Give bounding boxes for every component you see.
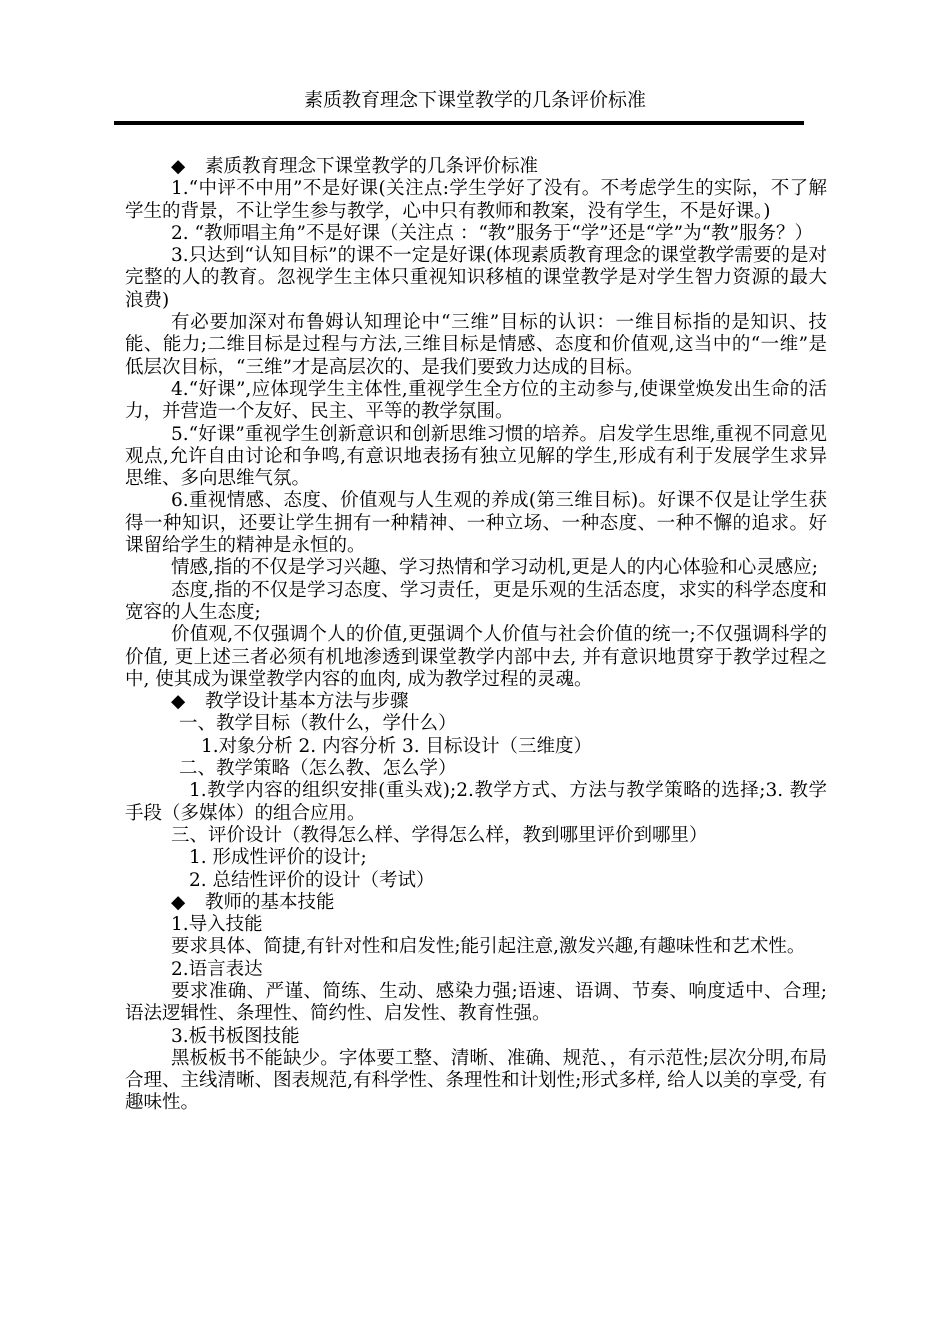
paragraph: 6.重视情感、态度、价值观与人生观的养成(第三维目标)。好课不仅是让学生获得一种知识，还要让学生拥有一种精神、一种立场、一种态度、一种不懈的追求。好课留给学生的精神是永恒的。: [125, 490, 827, 557]
paragraph: 态度,指的不仅是学习态度、学习责任，更是乐观的生活态度，求实的科学态度和宽容的人生态度;: [125, 579, 827, 623]
section-heading: [125, 691, 827, 713]
diamond-bullet-icon: ◆: [171, 891, 186, 913]
section-heading: [125, 892, 827, 914]
subheading: 1.导入技能: [171, 914, 263, 936]
subheading: 一、教学目标（教什么，学什么）: [179, 713, 457, 735]
list-line: 1. 形成性评价的设计;: [189, 847, 367, 869]
header-rule: [114, 121, 804, 125]
section-heading: [125, 156, 827, 178]
subheading: 二、教学策略（怎么教、怎么学）: [179, 758, 457, 780]
paragraph: 要求具体、简捷,有针对性和启发性;能引起注意,激发兴趣,有趣味性和艺术性。: [171, 936, 806, 958]
subheading: 三、评价设计（教得怎么样、学得怎么样，教到哪里评价到哪里）: [171, 824, 708, 846]
list-line: 2. 总结性评价的设计（考试）: [189, 869, 435, 891]
paragraph: 有必要加深对布鲁姆认知理论中“三维”目标的认识：一维目标指的是知识、技能、能力;二维目标是过程与方法,三维目标是情感、态度和价值观,这当中的“一维”是低层次目标，“三维”才是高层次的、是我们要致力达成的目标。: [125, 312, 827, 378]
paragraph: 3.只达到“认知目标”的课不一定是好课(体现素质教育理念的课堂教学需要的是对完整的人的教育。忽视学生主体只重视知识移植的课堂教学是对学生智力资源的最大浪费): [125, 245, 827, 311]
section-title: 教学设计基本方法与步骤: [205, 691, 409, 713]
paragraph: 黑板板书不能缺少。字体要工整、清晰、准确、规范、，有示范性;层次分明,布局合理、主线清晰、图表规范,有科学性、条理性和计划性;形式多样, 给人以美的享受, 有趣味性。: [125, 1047, 827, 1114]
paragraph: 1.“中评不中用”不是好课(关注点:学生学好了没有。不考虑学生的实际，不了解学生的背景，不让学生参与教学，心中只有教师和教案，没有学生，不是好课。): [125, 178, 827, 222]
section-title: 素质教育理念下课堂教学的几条评价标准: [205, 156, 539, 177]
diamond-bullet-icon: ◆: [171, 691, 186, 713]
subheading: 3.板书板图技能: [171, 1025, 300, 1047]
paragraph: 5.“好课”重视学生创新意识和创新思维习惯的培养。启发学生思维,重视不同意见观点,允许自由讨论和争鸣,有意识地表扬有独立见解的学生,形成有利于发展学生求异思维、多向思维气氛。: [125, 423, 827, 490]
subheading: 2.语言表达: [171, 958, 263, 980]
list-line: 1.对象分析 2. 内容分析 3. 目标设计（三维度）: [201, 735, 592, 757]
paragraph: 要求准确、严谨、简练、生动、感染力强;语速、语调、节奏、响度适中、合理; 语法逻辑性、条理性、简约性、启发性、教育性强。: [125, 980, 827, 1025]
diamond-bullet-icon: ◆: [171, 156, 186, 177]
paragraph: 情感,指的不仅是学习兴趣、学习热情和学习动机,更是人的内心体验和心灵感应;: [171, 557, 818, 579]
page-header: 素质教育理念下课堂教学的几条评价标准: [303, 89, 646, 111]
list-line: 1.教学内容的组织安排(重头戏);2.教学方式、方法与教学策略的选择;3. 教学手段（多媒体）的组合应用。: [125, 780, 827, 824]
document-body: [125, 156, 827, 1115]
paragraph: 价值观,不仅强调个人的价值,更强调个人价值与社会价值的统一;不仅强调科学的价值, 更上述三者必须有机地渗透到课堂教学内部中去, 并有意识地贯穿于教学过程之中, 使其成为课堂教学内容的血肉, 成为教学过程的灵魂。: [125, 624, 827, 690]
paragraph: 4.“好课”,应体现学生主体性,重视学生全方位的主动参与,使课堂焕发出生命的活力，并营造一个友好、民主、平等的教学氛围。: [125, 378, 827, 423]
section-title: 教师的基本技能: [205, 891, 335, 913]
paragraph: 2. “教师唱主角”不是好课（关注点 ：“教”服务于“学”还是“学”为“教”服务？）: [171, 222, 813, 244]
